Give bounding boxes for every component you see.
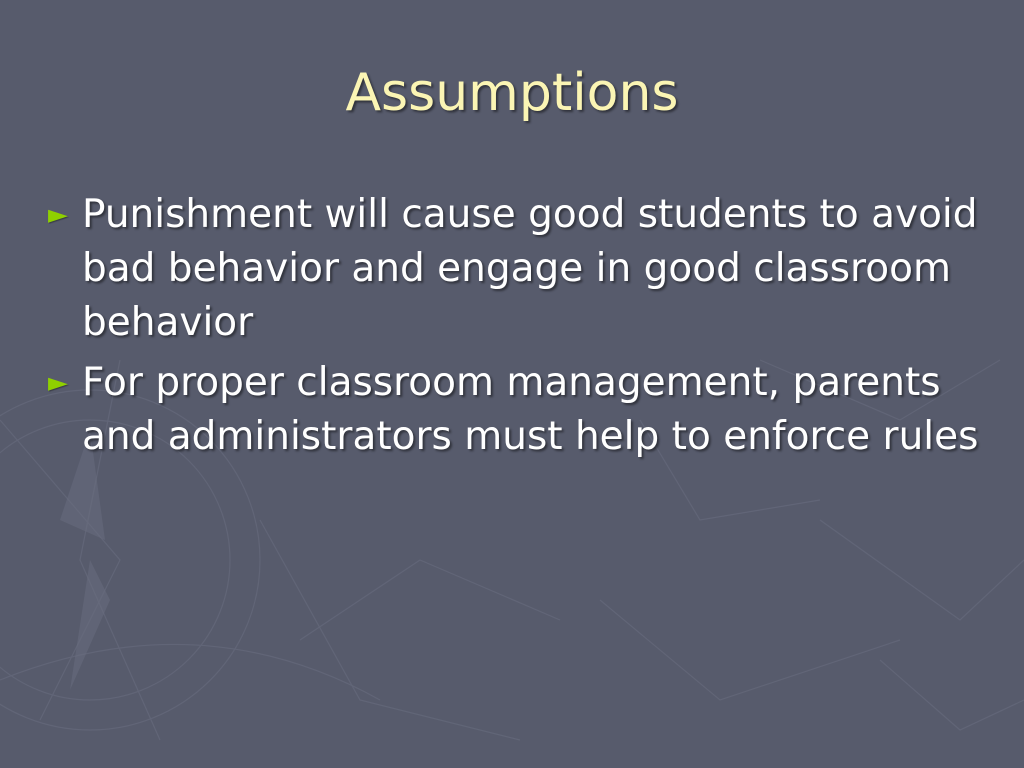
bullet-item bbox=[48, 356, 988, 464]
bullet-item bbox=[48, 188, 988, 350]
slide-title: Assumptions bbox=[345, 63, 679, 123]
bullet-list bbox=[48, 188, 988, 470]
bullet-text: Punishment will cause good students to avoid bad behavior and engage in good classroom behavior bbox=[82, 192, 978, 345]
triangle-bullet-icon: ► bbox=[48, 368, 68, 398]
triangle-bullet-icon: ► bbox=[48, 200, 68, 230]
bullet-text: For proper classroom management, parents and administrators must help to enforce rules bbox=[82, 360, 979, 459]
